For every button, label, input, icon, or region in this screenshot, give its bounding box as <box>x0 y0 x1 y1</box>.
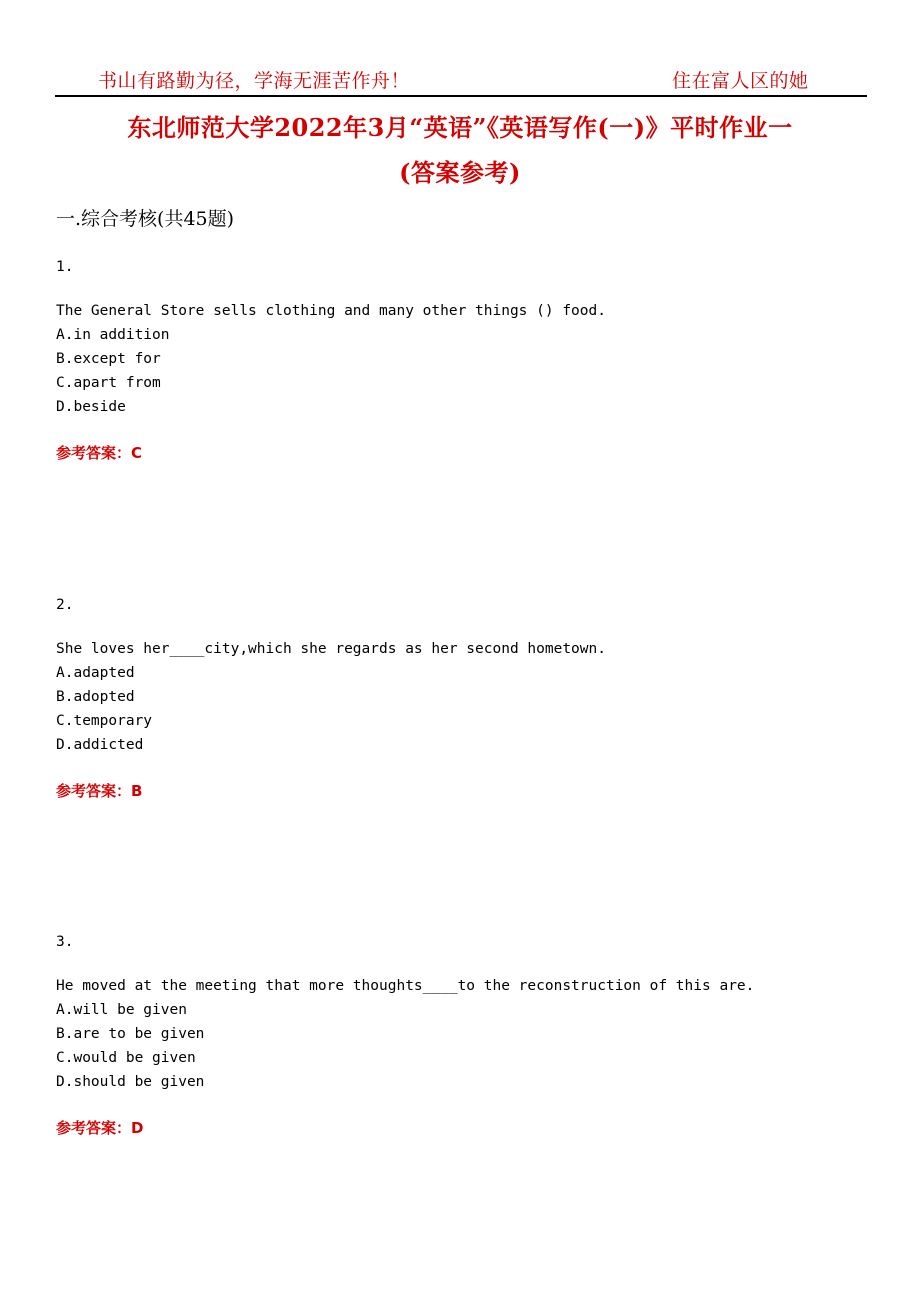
question-stem: He moved at the meeting that more thoughts____to the reconstruction of this are. <box>56 978 755 994</box>
question-stem: She loves her____city,which she regards as her second hometown. <box>56 641 606 657</box>
option-d: D.addicted <box>56 737 144 753</box>
option-a: A.will be given <box>56 1002 187 1018</box>
answer-value: C <box>131 444 143 462</box>
option-b: B.are to be given <box>56 1026 205 1042</box>
answer-row <box>56 1118 876 1138</box>
answer-value: B <box>131 782 143 800</box>
question-number: 2. <box>56 597 74 613</box>
header-author: 住在富人区的她 <box>672 70 809 92</box>
option-a: A.adapted <box>56 665 135 681</box>
answer-label: 参考答案： <box>56 444 132 462</box>
option-d: D.should be given <box>56 1074 205 1090</box>
question-1 <box>56 257 876 463</box>
option-d: D.beside <box>56 399 126 415</box>
question-stem: The General Store sells clothing and many other things () food. <box>56 303 606 319</box>
document-title: 东北师范大学2022年3月“英语”《英语写作(一)》平时作业一 <box>127 113 793 142</box>
document-subtitle: (答案参考) <box>399 158 521 187</box>
header-motto: 书山有路勤为径，学海无涯苦作舟！ <box>98 70 411 92</box>
question-number: 1. <box>56 259 74 275</box>
option-b: B.adopted <box>56 689 135 705</box>
option-a: A.in addition <box>56 327 170 343</box>
answer-label: 参考答案： <box>56 1119 132 1137</box>
answer-value: D <box>131 1119 144 1137</box>
section-heading: 一.综合考核(共45题) <box>56 208 235 230</box>
answer-label: 参考答案： <box>56 782 132 800</box>
header-divider <box>55 95 867 97</box>
answer-row <box>56 781 876 801</box>
option-c: C.temporary <box>56 713 153 729</box>
option-c: C.apart from <box>56 375 161 391</box>
option-b: B.except for <box>56 351 161 367</box>
question-2 <box>56 595 876 801</box>
question-3 <box>56 932 876 1138</box>
answer-row <box>56 443 876 463</box>
question-number: 3. <box>56 934 74 950</box>
option-c: C.would be given <box>56 1050 196 1066</box>
